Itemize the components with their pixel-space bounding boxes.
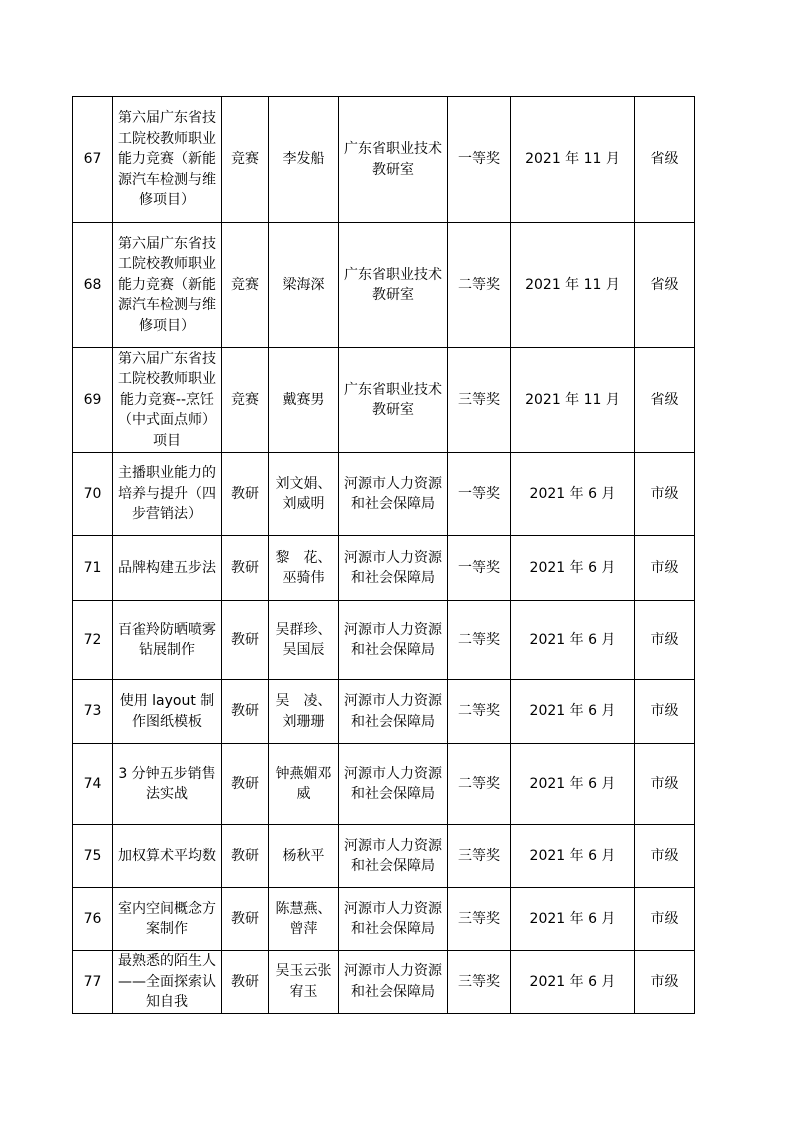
cell-category: 教研 [222,951,269,1014]
cell-date: 2021 年 6 月 [511,888,635,951]
cell-category: 教研 [222,888,269,951]
cell-level: 市级 [635,536,695,601]
cell-award: 一等奖 [448,453,511,536]
cell-date: 2021 年 11 月 [511,223,635,348]
cell-level: 市级 [635,825,695,888]
cell-award: 二等奖 [448,601,511,680]
cell-award: 三等奖 [448,825,511,888]
cell-level: 省级 [635,348,695,453]
cell-title: 品牌构建五步法 [113,536,222,601]
cell-issuer: 河源市人力资源和社会保障局 [339,601,448,680]
cell-date: 2021 年 11 月 [511,97,635,223]
cell-number: 70 [73,453,113,536]
cell-issuer: 河源市人力资源和社会保障局 [339,951,448,1014]
cell-people: 黎 花、巫骑伟 [269,536,339,601]
cell-people: 吴 凌、刘珊珊 [269,680,339,744]
cell-title: 主播职业能力的培养与提升（四步营销法） [113,453,222,536]
cell-award: 一等奖 [448,97,511,223]
cell-title: 加权算术平均数 [113,825,222,888]
cell-level: 市级 [635,453,695,536]
cell-level: 市级 [635,888,695,951]
cell-date: 2021 年 6 月 [511,744,635,825]
cell-number: 73 [73,680,113,744]
cell-title: 第六届广东省技工院校教师职业能力竞赛（新能源汽车检测与维修项目） [113,223,222,348]
cell-date: 2021 年 6 月 [511,680,635,744]
cell-award: 二等奖 [448,223,511,348]
table-row [73,97,695,223]
cell-date: 2021 年 6 月 [511,536,635,601]
cell-level: 市级 [635,680,695,744]
table-row [73,744,695,825]
cell-category: 教研 [222,601,269,680]
cell-date: 2021 年 6 月 [511,825,635,888]
cell-number: 77 [73,951,113,1014]
cell-issuer: 河源市人力资源和社会保障局 [339,888,448,951]
cell-number: 75 [73,825,113,888]
cell-award: 一等奖 [448,536,511,601]
cell-date: 2021 年 6 月 [511,453,635,536]
cell-title: 最熟悉的陌生人——全面探索认知自我 [113,951,222,1014]
cell-issuer: 河源市人力资源和社会保障局 [339,744,448,825]
cell-people: 陈慧燕、曾萍 [269,888,339,951]
cell-date: 2021 年 6 月 [511,601,635,680]
cell-issuer: 河源市人力资源和社会保障局 [339,680,448,744]
cell-category: 竞赛 [222,97,269,223]
cell-number: 71 [73,536,113,601]
cell-date: 2021 年 6 月 [511,951,635,1014]
cell-people: 李发船 [269,97,339,223]
cell-people: 刘文娟、刘威明 [269,453,339,536]
cell-number: 72 [73,601,113,680]
cell-level: 市级 [635,744,695,825]
cell-category: 教研 [222,536,269,601]
cell-issuer: 河源市人力资源和社会保障局 [339,825,448,888]
table-row [73,223,695,348]
cell-date: 2021 年 11 月 [511,348,635,453]
table-row [73,453,695,536]
cell-number: 68 [73,223,113,348]
cell-number: 67 [73,97,113,223]
cell-issuer: 河源市人力资源和社会保障局 [339,536,448,601]
cell-category: 教研 [222,680,269,744]
cell-title: 使用 layout 制作图纸模板 [113,680,222,744]
cell-people: 梁海深 [269,223,339,348]
table-row [73,536,695,601]
cell-level: 省级 [635,223,695,348]
cell-award: 三等奖 [448,348,511,453]
cell-title: 3 分钟五步销售法实战 [113,744,222,825]
cell-title: 第六届广东省技工院校教师职业能力竞赛--烹饪（中式面点师）项目 [113,348,222,453]
cell-category: 竞赛 [222,348,269,453]
cell-title: 百雀羚防晒喷雾钻展制作 [113,601,222,680]
cell-award: 三等奖 [448,888,511,951]
awards-table-body [73,97,695,1014]
cell-issuer: 广东省职业技术教研室 [339,223,448,348]
cell-people: 吴群珍、吴国辰 [269,601,339,680]
cell-category: 竞赛 [222,223,269,348]
cell-award: 二等奖 [448,680,511,744]
cell-number: 76 [73,888,113,951]
cell-people: 吴玉云张宥玉 [269,951,339,1014]
cell-category: 教研 [222,744,269,825]
cell-level: 省级 [635,97,695,223]
cell-title: 室内空间概念方案制作 [113,888,222,951]
table-row [73,348,695,453]
cell-category: 教研 [222,825,269,888]
table-row [73,601,695,680]
cell-award: 三等奖 [448,951,511,1014]
cell-level: 市级 [635,951,695,1014]
cell-people: 钟燕媚邓威 [269,744,339,825]
cell-issuer: 广东省职业技术教研室 [339,97,448,223]
cell-category: 教研 [222,453,269,536]
table-row [73,680,695,744]
cell-number: 74 [73,744,113,825]
cell-people: 杨秋平 [269,825,339,888]
table-row [73,888,695,951]
cell-level: 市级 [635,601,695,680]
cell-people: 戴赛男 [269,348,339,453]
cell-title: 第六届广东省技工院校教师职业能力竞赛（新能源汽车检测与维修项目） [113,97,222,223]
table-row [73,951,695,1014]
cell-issuer: 广东省职业技术教研室 [339,348,448,453]
cell-award: 二等奖 [448,744,511,825]
cell-number: 69 [73,348,113,453]
awards-table [72,96,695,1014]
cell-issuer: 河源市人力资源和社会保障局 [339,453,448,536]
table-row [73,825,695,888]
